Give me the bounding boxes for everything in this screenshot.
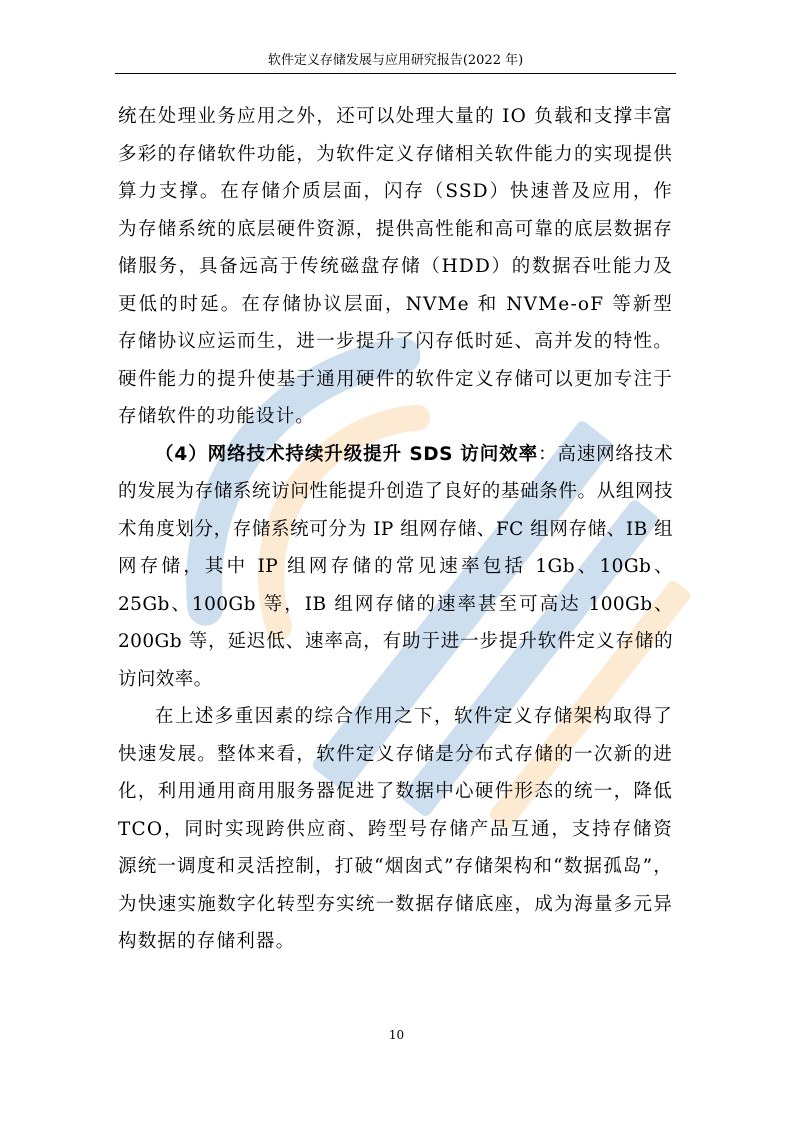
header-divider xyxy=(115,73,676,74)
paragraph-hardware: 统在处理业务应用之外，还可以处理大量的 IO 负载和支撑丰富多彩的存储软件功能，为软件定义存储相关软件能力的实现提供算力支撑。在存储介质层面，闪存（SSD）快速普及应用，作为存储系统的底层硬件资源，提供高性能和高可靠的底层数据存储服务，具备远高于传统磁盘存储（HDD）的数据吞吐能力及更低的时延。在存储协议层面，NVMe 和 NVMe-oF 等新型存储协议应运而生，进一步提升了闪存低时延、高并发的特性。硬件能力的提升使基于通用硬件的软件定义存储可以更加专注于存储软件的功能设计。 xyxy=(118,106,673,427)
paragraph-summary: 在上述多重因素的综合作用之下，软件定义存储架构取得了快速发展。整体来看，软件定义存储是分布式存储的一次新的进化，利用通用商用服务器促进了数据中心硬件形态的统一，降低 TCO，同时实现跨供应商、跨型号存储产品互通，支持存储资源统一调度和灵活控制，打破“烟囱式”存储架构和“数据孤岛”，为快速实施数字化转型夯实统一数据存储底座，成为海量多元异构数据的存储利器。 xyxy=(118,706,673,952)
paragraph-network-text: ：高速网络技术的发展为存储系统访问性能提升创造了良好的基础条件。从组网技术角度划分，存储系统可分为 IP 组网存储、FC 组网存储、IB 组网存储，其中 IP 组网存储的常见速率包括 1Gb、10Gb、25Gb、100Gb 等，IB 组网存储的速率甚至可高达 100Gb、200Gb 等，延迟低、速率高，有助于进一步提升软件定义存储的访问效率。 xyxy=(118,443,673,690)
paragraph-network-heading: （4）网络技术持续升级提升 SDS 访问效率 xyxy=(155,443,539,465)
document-body xyxy=(118,98,673,961)
page-number: 10 xyxy=(388,1028,405,1042)
paragraph-network xyxy=(118,436,673,699)
page-header: 软件定义存储发展与应用研究报告(2022 年) xyxy=(267,53,524,68)
